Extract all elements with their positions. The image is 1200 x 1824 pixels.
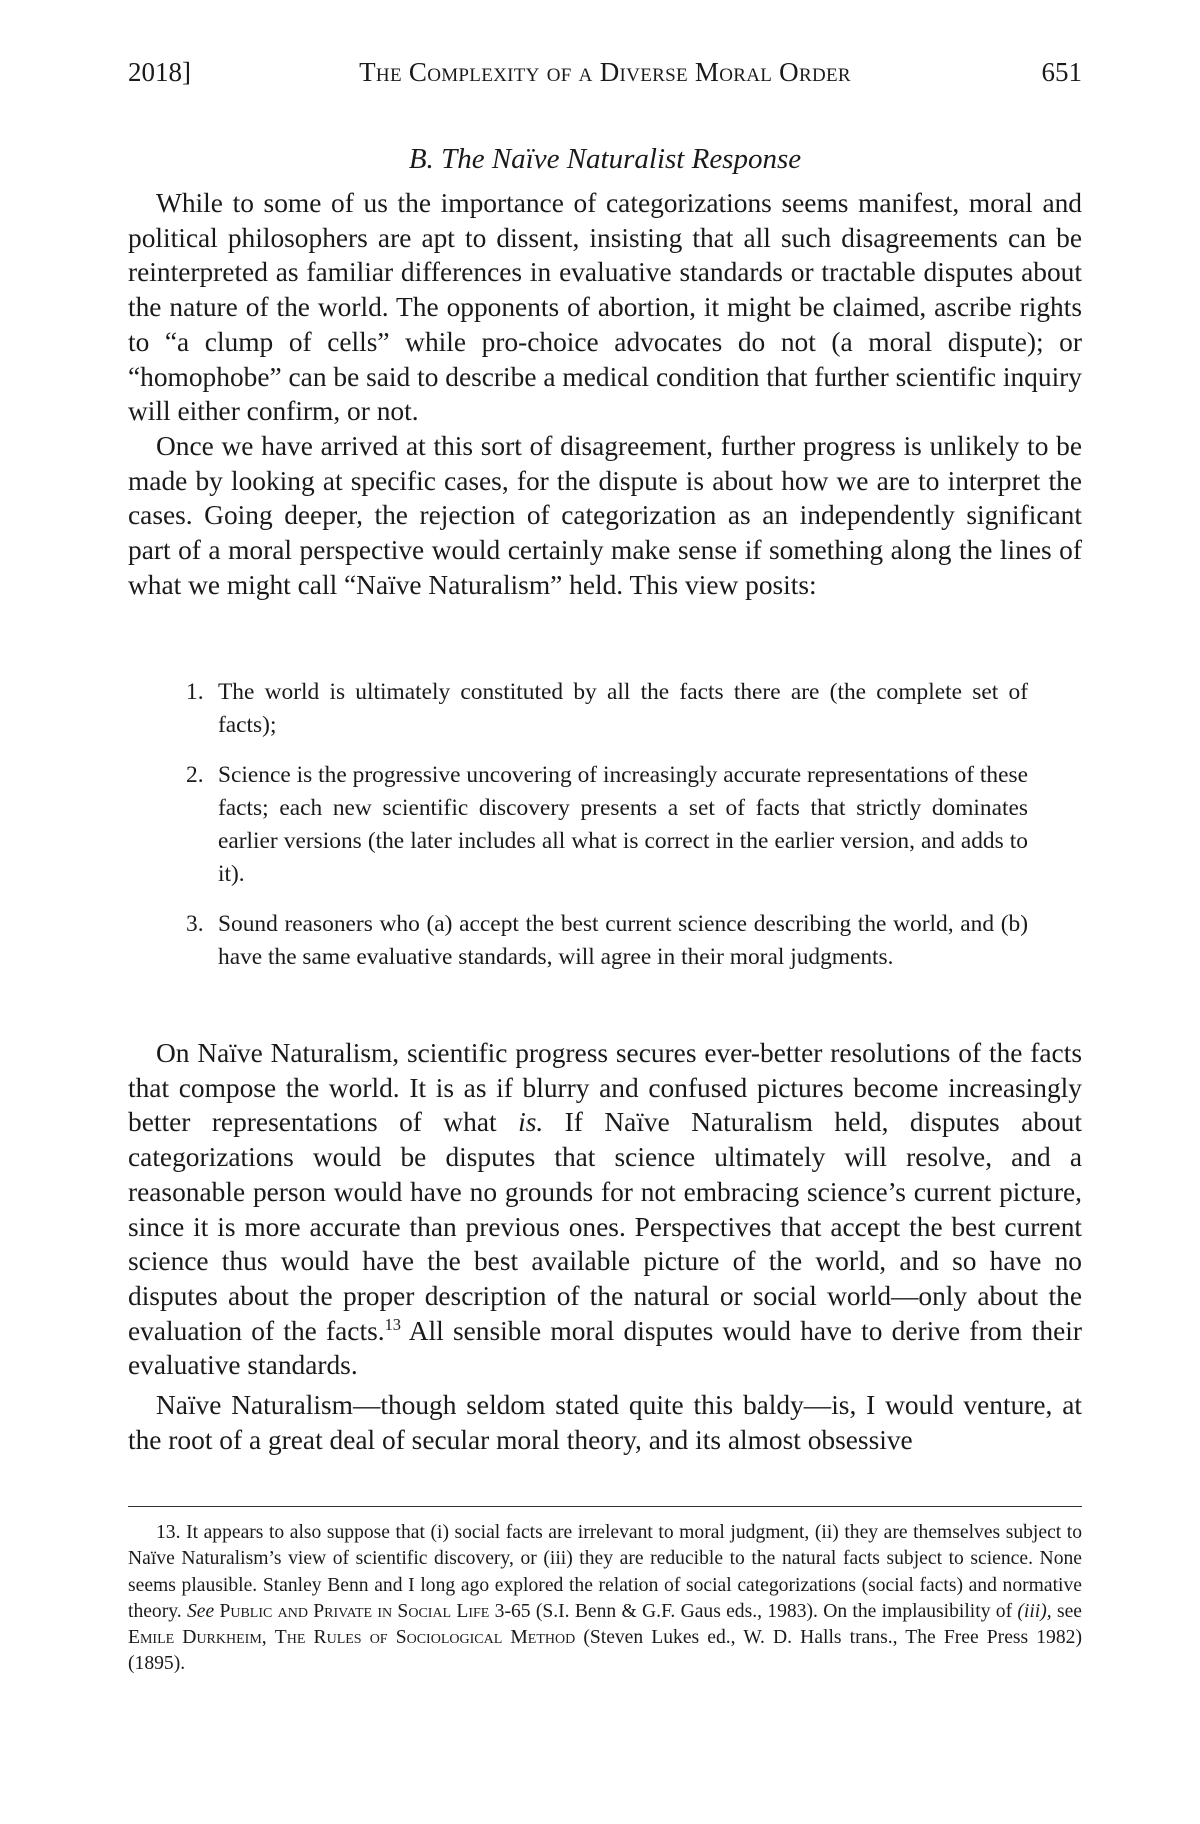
text-run: see [1056, 1600, 1082, 1622]
text-run: On Naïve Naturalism, scientific progress secures ever-better resolutions of the facts that compose the world. It is as if blurry and confused pictures become increasingly better representations of what [128, 1038, 1082, 1138]
footnote-13 [128, 1520, 1082, 1678]
paragraph-text: Naïve Naturalism—though seldom stated quite this baldy—is, I would venture, at the root of a great deal of secular moral theory, and its almost obsessive [128, 1390, 1082, 1455]
list-item-number: 3. [186, 911, 204, 937]
body-paragraph [128, 186, 1082, 429]
text-run: If Naïve Naturalism held, disputes about categorizations would be disputes that science ultimately will resolve, and a reasonable person would have no grounds for not embracing science’s current picture, since it is more accurate than previous ones. Perspectives that accept the best current science thus would have the best available picture of the world, and so have no disputes about the proper description of the natural or social world—only about the evaluation of the facts. [128, 1107, 1082, 1346]
paragraph-text: Once we have arrived at this sort of disagreement, further progress is unlikely to be made by looking at specific cases, for the dispute is about how we are to interpret the cases. Going deeper, the rejection of categorization as an independently significant part of a moral perspective would certainly make sense if something along the lines of what we might call “Naïve Naturalism” held. This view posits: [128, 431, 1082, 600]
section-title: The Naïve Naturalist Response [441, 143, 802, 175]
cited-author: Emile Durkheim, [128, 1627, 267, 1649]
emphasis-text: is. [518, 1107, 544, 1138]
header-page-number: 651 [1041, 57, 1082, 87]
paragraph-text: While to some of us the importance of categorizations seems manifest, moral and political philosophers are apt to dissent, insisting that all such disagreements can be reinterpreted as familiar differences in evaluative standards or tractable disputes about the nature of the world. The opponents of abortion, it might be claimed, ascribe rights to “a clump of cells” while pro-choice advocates do not (a moral dispute); or “homophobe” can be said to describe a medical condition that further scientific inquiry will either confirm, or not. [128, 188, 1082, 427]
list-item-number: 1. [186, 679, 204, 705]
text-run: (Steven Lukes ed., W. D. Halls trans., The Free Press 1982) (1895). [128, 1627, 1082, 1675]
footnote-text [128, 1520, 1082, 1678]
list-item-text: Science is the progressive uncovering of increasingly accurate representations of these facts; each new scientific discovery presents a set of facts that strictly dominates earlier versions (the later includes all what is correct in the earlier version, and adds to it). [218, 762, 1028, 887]
list-item-text: Sound reasoners who (a) accept the best current science describing the world, and (b) have the same evaluative standards, will agree in their moral judgments. [218, 911, 1028, 970]
list-item [178, 676, 1028, 742]
signal-see: See [186, 1600, 215, 1622]
text-run: All sensible moral disputes would have to derive from their evaluative standards. [128, 1315, 1082, 1381]
paragraph-text [128, 1036, 1082, 1383]
section-heading [128, 140, 1082, 178]
running-header [128, 52, 1082, 92]
list-item-number: 2. [186, 762, 204, 788]
header-volume-year: 2018] [128, 57, 191, 87]
footnote-reference[interactable]: 13 [384, 1314, 402, 1334]
body-paragraph [128, 429, 1082, 603]
emphasis-text: (iii), [1017, 1600, 1052, 1622]
body-paragraph [128, 1388, 1082, 1457]
text-run: 3-65 (S.I. Benn & G.F. Gaus eds., 1983). On the implausibility of [494, 1600, 1013, 1622]
naive-naturalism-list [178, 676, 1028, 991]
section-label: B. [408, 143, 434, 175]
cited-book-title: The Rules of Sociological Method [274, 1627, 576, 1649]
footnote-number: 13. [156, 1522, 181, 1543]
list-item [178, 908, 1028, 974]
cited-book-title: Public and Private in Social Life [219, 1600, 490, 1622]
list-item [178, 759, 1028, 891]
list-item-text: The world is ultimately constituted by all the facts there are (the complete set of facts); [218, 679, 1028, 738]
footnote-divider [128, 1506, 1082, 1507]
text-run: It appears to also suppose that (i) social facts are irrelevant to moral judgment, (ii) they are themselves subject to Naïve Naturalism’s view of scientific discovery, or (iii) they are reducible to the natural facts subject to science. None seems plausible. Stanley Benn and I long ago explored the relation of social categorizations (social facts) and normative theory. [128, 1522, 1083, 1622]
header-article-title: The Complexity of a Diverse Moral Order [359, 57, 851, 87]
body-paragraph [128, 1036, 1082, 1383]
